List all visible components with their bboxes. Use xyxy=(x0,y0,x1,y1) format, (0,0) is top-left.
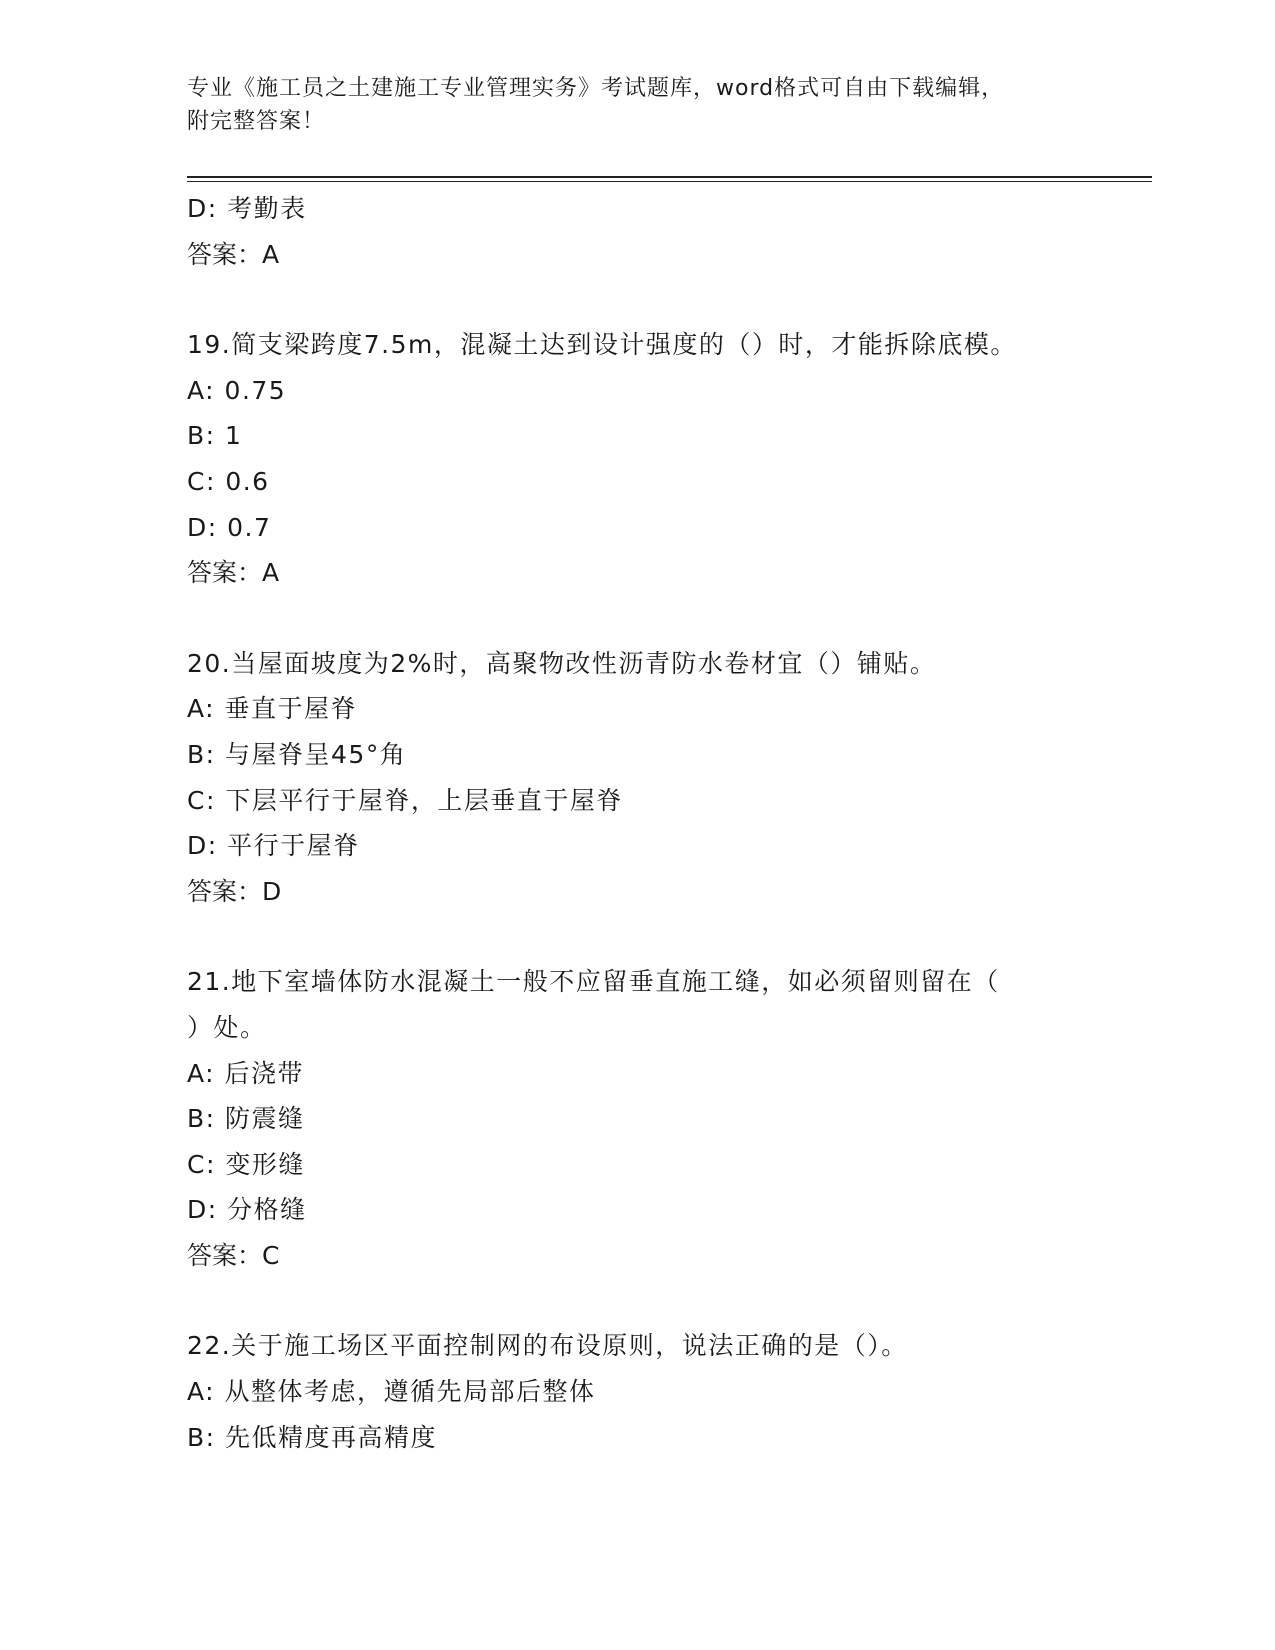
option-d: D: 考勤表 xyxy=(187,194,307,223)
option-b: B: 先低精度再高精度 xyxy=(187,1422,438,1452)
question-19 xyxy=(187,322,1087,596)
header-line-2: 附完整答案！ xyxy=(187,109,326,134)
option-d: D: 平行于屋脊 xyxy=(187,831,360,861)
question-stem: 21.地下室墙体防水混凝土一般不应留垂直施工缝，如必须留则留在（ xyxy=(187,967,1000,997)
spacer xyxy=(187,914,1087,959)
option-a: A: 后浇带 xyxy=(187,1058,305,1088)
header-divider xyxy=(187,176,1152,182)
option-a: A: 0.75 xyxy=(187,375,287,405)
option-c: C: 变形缝 xyxy=(187,1149,305,1179)
question-22 xyxy=(187,1323,1087,1460)
answer-line: 答案：A xyxy=(187,239,280,269)
option-d: D: 0.7 xyxy=(187,512,272,542)
question-stem: 22.关于施工场区平面控制网的布设原则，说法正确的是（）。 xyxy=(187,1331,908,1361)
header-line-1: 专业《施工员之土建施工专业管理实务》考试题库，word格式可自由下载编辑， xyxy=(187,76,1005,101)
question-21 xyxy=(187,959,1087,1278)
option-b: B: 防震缝 xyxy=(187,1104,305,1134)
spacer xyxy=(187,277,1087,322)
question-list xyxy=(187,186,1087,1460)
option-c: C: 0.6 xyxy=(187,466,270,496)
document-header xyxy=(187,72,1087,138)
option-b: B: 1 xyxy=(187,421,243,451)
spacer xyxy=(187,1278,1087,1323)
option-a: A: 垂直于屋脊 xyxy=(187,694,358,724)
option-b: B: 与屋脊呈45°角 xyxy=(187,739,407,769)
question-18-tail xyxy=(187,186,1087,277)
option-a: A: 从整体考虑，遵循先局部后整体 xyxy=(187,1377,596,1407)
option-d: D: 分格缝 xyxy=(187,1195,307,1225)
question-stem-continued: ）处。 xyxy=(187,1012,267,1042)
spacer xyxy=(187,596,1087,641)
answer-line: 答案：A xyxy=(187,558,280,588)
answer-line: 答案：C xyxy=(187,1240,280,1270)
question-stem: 20.当屋面坡度为2%时，高聚物改性沥青防水卷材宜（）铺贴。 xyxy=(187,648,937,678)
question-stem: 19.简支梁跨度7.5m，混凝土达到设计强度的（）时，才能拆除底模。 xyxy=(187,330,1017,360)
question-20 xyxy=(187,641,1087,915)
answer-line: 答案：D xyxy=(187,876,282,906)
option-c: C: 下层平行于屋脊，上层垂直于屋脊 xyxy=(187,785,623,815)
